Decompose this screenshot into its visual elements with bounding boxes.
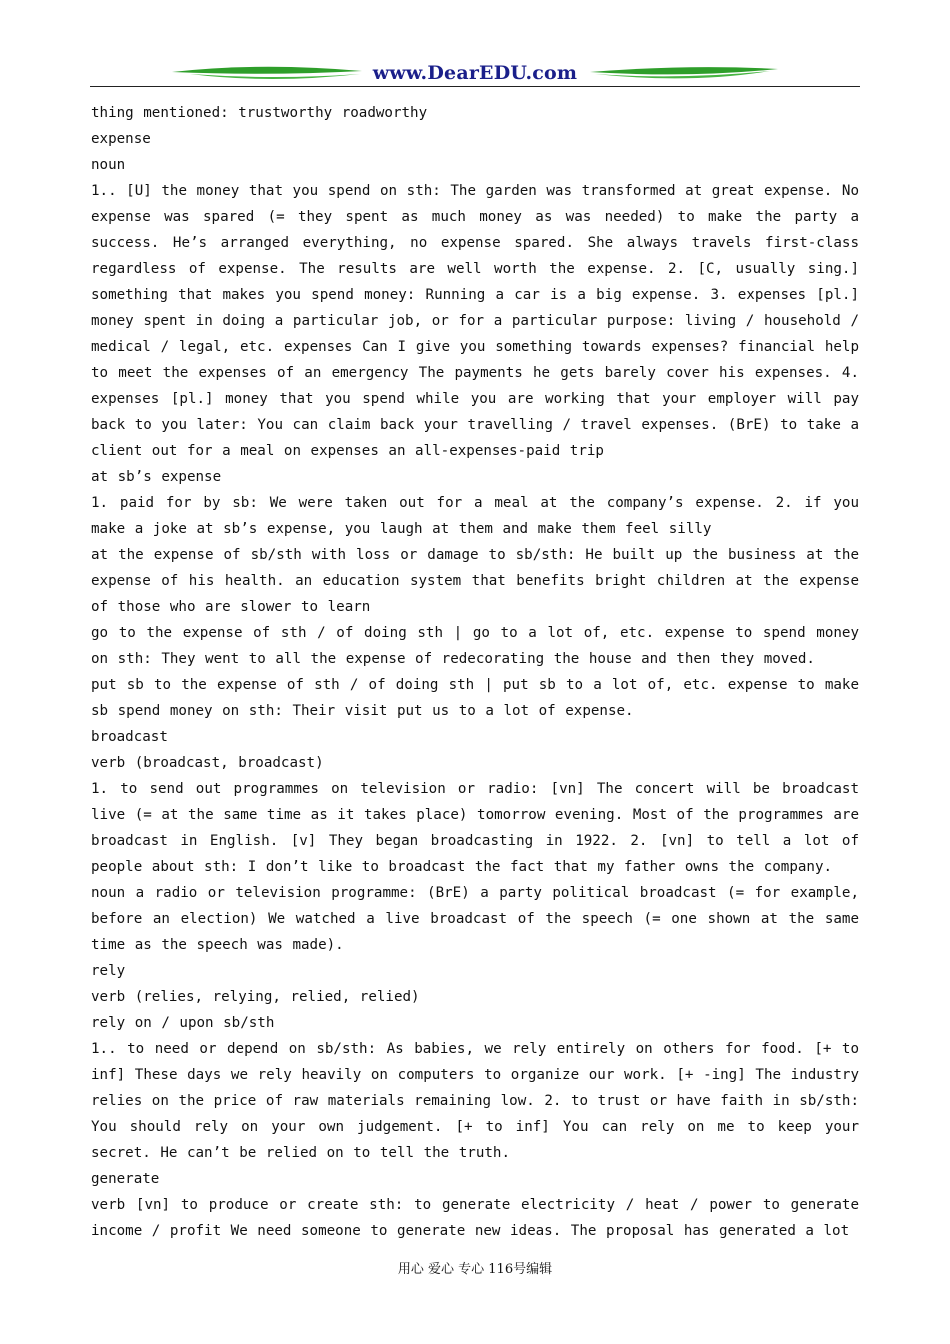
paragraph: thing mentioned: trustworthy roadworthy — [91, 105, 428, 121]
paragraph: 1.. [U] the money that you spend on sth: The garden was transformed at great expense. No expense was spared (= they spent as much money as was needed) to make the party a success. He’s arranged everything, no expense spared. She always travels first-class regardless of expense. The results are well worth the expense. 2. [C, usually sing.] something that makes you spend money: Running a car is a big expense. 3. expenses [pl.] money spent in doing a particular job, or for a particular purpose: living / household / medical / legal, etc. expenses Can I give you something towards expenses? financial help to meet the expenses of an emergency The payments he gets barely cover his expenses. 4. expenses [pl.] money that you spend while you are working that your employer will pay back to you later: You can claim back your travelling / travel expenses. (BrE) to take a client out for a meal on expenses an all-expenses-paid trip — [91, 183, 859, 459]
idiom-heading: at sb’s expense — [91, 469, 222, 485]
page-footer: 用心 爱心 专心 116号编辑 — [397, 1262, 553, 1277]
paragraph: 1. paid for by sb: We were taken out for a meal at the company’s expense. 2. if you make a joke at sb’s expense, you laugh at them and make them feel silly — [91, 495, 859, 537]
headword-rely: rely — [91, 963, 126, 979]
document-body — [91, 100, 859, 1244]
paragraph: verb [vn] to produce or create sth: to generate electricity / heat / power to generate income / profit We need someone to generate new ideas. The proposal has generated a lot — [91, 1197, 859, 1239]
site-logo-text: www.DearEDU.com — [372, 62, 578, 84]
part-of-speech: verb (broadcast, broadcast) — [91, 755, 324, 771]
headword-broadcast: broadcast — [91, 729, 168, 745]
headword-expense: expense — [91, 131, 151, 147]
paragraph: noun a radio or television programme: (BrE) a party political broadcast (= for example, before an election) We watched a live broadcast of the speech (= one shown at the same time as the speech was made). — [91, 885, 859, 953]
paragraph: 1. to send out programmes on television or radio: [vn] The concert will be broadcast live (= at the same time as it takes place) tomorrow evening. Most of the programmes are broadcast in English. [v] They began broadcasting in 1922. 2. [vn] to tell a lot of people about sth: I don’t like to broadcast the fact that my father owns the company. — [91, 781, 859, 875]
header-rule — [90, 86, 860, 87]
part-of-speech: noun — [91, 157, 126, 173]
paragraph: 1.. to need or depend on sb/sth: As babies, we rely entirely on others for food. [+ to inf] These days we rely heavily on computers to organize our work. [+ -ing] The industry relies on the price of raw materials remaining low. 2. to trust or have faith in sb/sth: You should rely on your own judgement. [+ to inf] You can rely on me to keep your secret. He can’t be relied on to tell the truth. — [91, 1041, 859, 1161]
phrasal-verb-heading: rely on / upon sb/sth — [91, 1015, 275, 1031]
headword-generate: generate — [91, 1171, 160, 1187]
paragraph: put sb to the expense of sth / of doing sth | put sb to a lot of, etc. expense to make sb spend money on sth: Their visit put us to a lot of expense. — [91, 677, 859, 719]
part-of-speech: verb (relies, relying, relied, relied) — [91, 989, 420, 1005]
paragraph: go to the expense of sth / of doing sth | go to a lot of, etc. expense to spend money on sth: They went to all the expense of redecorating the house and then they moved. — [91, 625, 859, 667]
paragraph: at the expense of sb/sth with loss or damage to sb/sth: He built up the business at the expense of his health. an education system that benefits bright children at the expense of those who are slower to learn — [91, 547, 859, 615]
